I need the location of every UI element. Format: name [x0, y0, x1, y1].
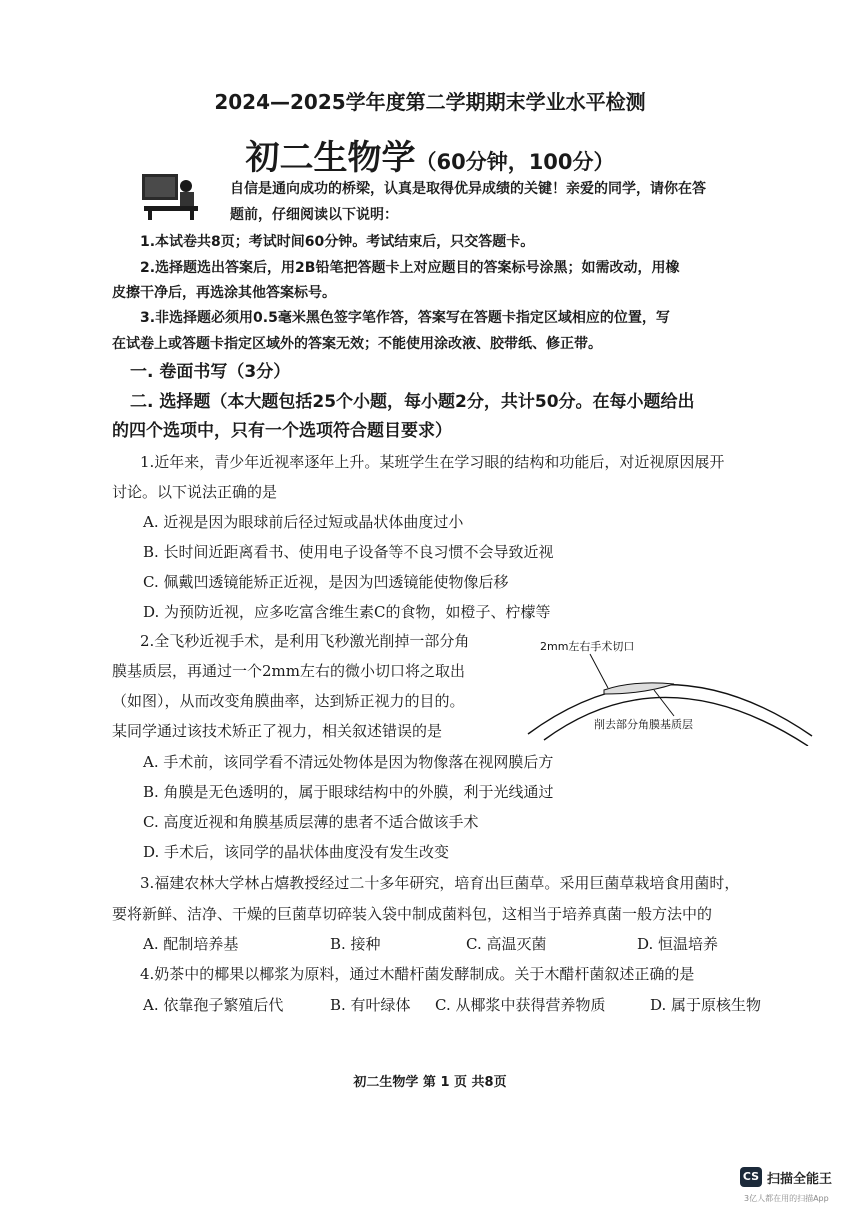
q1-stem-b: 讨论。以下说法正确的是	[112, 483, 278, 501]
q1-option-d: D. 为预防近视，应多吃富含维生素C的食物，如橙子、柠檬等	[143, 603, 551, 621]
figure-label-top: 2mm左右手术切口	[540, 640, 635, 653]
teacher-illustration-icon	[140, 172, 200, 220]
rule-1: 1.本试卷共8页；考试时间60分钟。考试结束后，只交答题卡。	[140, 234, 535, 250]
intro-line-2: 题前，仔细阅读以下说明：	[230, 207, 398, 223]
q2-option-c: C. 高度近视和角膜基质层薄的患者不适合做该手术	[143, 813, 479, 831]
camscanner-name: 扫描全能王	[767, 1172, 833, 1187]
q3-option-b: B. 接种	[330, 935, 381, 953]
time-score: （60分钟，100分）	[415, 150, 615, 174]
q4-option-d: D. 属于原核生物	[650, 996, 762, 1014]
q3-stem-b: 要将新鲜、洁净、干燥的巨菌草切碎装入袋中制成菌料包，这相当于培养真菌一般方法中的	[112, 905, 713, 923]
section-1-heading: 一. 卷面书写（3分）	[130, 362, 291, 382]
q1-option-a: A. 近视是因为眼球前后径过短或晶状体曲度过小	[143, 513, 464, 531]
camscanner-logo-icon: CS	[740, 1167, 762, 1187]
q4-option-a: A. 依靠孢子繁殖后代	[143, 996, 284, 1014]
q3-stem-a: 3.福建农林大学林占熺教授经过二十多年研究，培育出巨菌草。采用巨菌草栽培食用菌时，	[140, 874, 740, 892]
q1-option-b: B. 长时间近距离看书、使用电子设备等不良习惯不会导致近视	[143, 543, 554, 561]
q2-stem-b: 膜基质层，再通过一个2mm左右的微小切口将之取出	[112, 662, 465, 680]
subject-name: 初二生物学	[245, 138, 416, 178]
cornea-surgery-figure	[524, 636, 814, 746]
rule-3b: 在试卷上或答题卡指定区域外的答案无效；不能使用涂改液、胶带纸、修正带。	[112, 336, 602, 352]
exam-title: 2024—2025学年度第二学期期末学业水平检测	[214, 90, 646, 114]
q4-option-c: C. 从椰浆中获得营养物质	[435, 996, 606, 1014]
rule-3a: 3.非选择题必须用0.5毫米黑色签字笔作答，答案写在答题卡指定区域相应的位置，写	[140, 310, 670, 326]
section-2-heading-b: 的四个选项中，只有一个选项符合题目要求）	[112, 421, 452, 441]
section-2-heading-a: 二. 选择题（本大题包括25个小题，每小题2分，共计50分。在每小题给出	[130, 392, 695, 412]
rule-2b: 皮擦干净后，再选涂其他答案标号。	[112, 285, 336, 301]
camscanner-tagline: 3亿人都在用的扫描App	[744, 1194, 829, 1203]
q2-stem-c: （如图），从而改变角膜曲率，达到矫正视力的目的。	[112, 692, 465, 710]
q2-option-a: A. 手术前，该同学看不清远处物体是因为物像落在视网膜后方	[143, 753, 554, 771]
q2-stem-d: 某同学通过该技术矫正了视力，相关叙述错误的是	[112, 722, 443, 740]
page-footer: 初二生物学 第 1 页 共8页	[353, 1075, 507, 1090]
rule-2a: 2.选择题选出答案后，用2B铅笔把答题卡上对应题目的答案标号涂黑；如需改动，用橡	[140, 260, 680, 276]
q2-option-d: D. 手术后，该同学的晶状体曲度没有发生改变	[143, 843, 450, 861]
q2-option-b: B. 角膜是无色透明的，属于眼球结构中的外膜，利于光线通过	[143, 783, 554, 801]
q4-option-b: B. 有叶绿体	[330, 996, 411, 1014]
q1-option-c: C. 佩戴凹透镜能矫正近视，是因为凹透镜能使物像后移	[143, 573, 509, 591]
q3-option-d: D. 恒温培养	[637, 935, 719, 953]
q4-stem: 4.奶茶中的椰果以椰浆为原料，通过木醋杆菌发酵制成。关于木醋杆菌叙述正确的是	[140, 965, 695, 983]
q3-option-a: A. 配制培养基	[143, 935, 239, 953]
figure-label-bottom: 削去部分角膜基质层	[594, 718, 693, 731]
q2-stem-a: 2.全飞秒近视手术，是利用飞秒激光削掉一部分角	[140, 632, 470, 650]
subject-title	[0, 130, 860, 179]
q3-option-c: C. 高温灭菌	[466, 935, 547, 953]
intro-line-1: 自信是通向成功的桥梁，认真是取得优异成绩的关键！亲爱的同学，请你在答	[230, 181, 706, 197]
q1-stem-a: 1.近年来，青少年近视率逐年上升。某班学生在学习眼的结构和功能后，对近视原因展开	[140, 453, 725, 471]
